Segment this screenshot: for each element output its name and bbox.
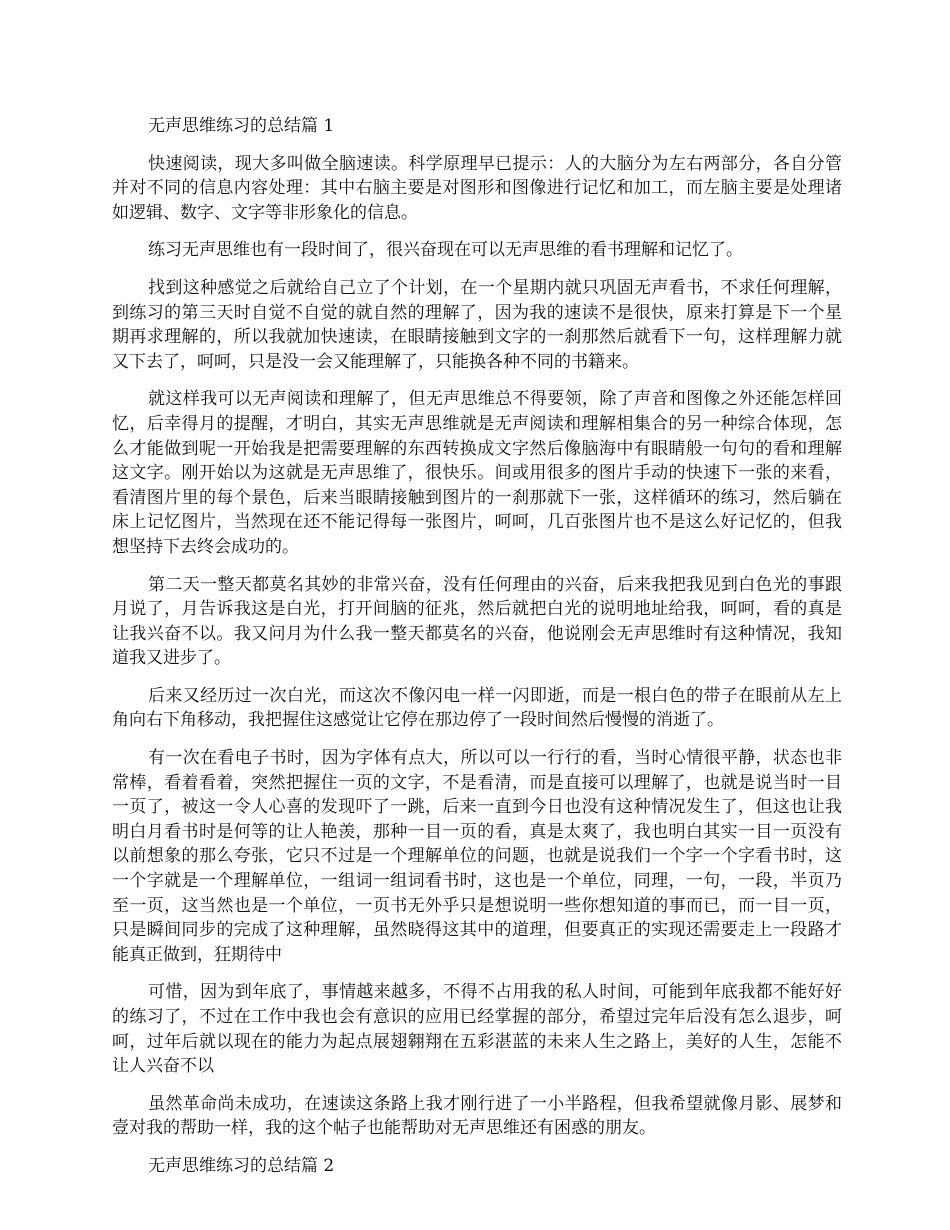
document-page [112, 114, 842, 1192]
paragraph-2: 练习无声思维也有一段时间了，很兴奋现在可以无声思维的看书理解和记忆了。 [148, 240, 743, 261]
section-2-title: 无声思维练习的总结篇 2 [148, 1155, 335, 1176]
paragraph-3: 找到这种感觉之后就给自己立了个计划，在一个星期内就只巩固无声看书，不求任何理解，到练习的第三天时自觉不自觉的就自然的理解了，因为我的速读不是很快，原来打算是下一个星期再求理解的，所以我就加快速读，在眼睛接触到文字的一刹那然后就看下一句，这样理解力就又下去了，呵呵，只是没一会又能理解了，只能换各种不同的书籍来。 [112, 277, 842, 372]
paragraph-7: 有一次在看电子书时，因为字体有点大，所以可以一行行的看，当时心情很平静，状态也非常棒，看着看着，突然把握住一页的文字，不是看清，而是直接可以理解了，也就是说当时一目一页了，被这一令人心喜的发现吓了一跳，后来一直到今日也没有这种情况发生了，但这也让我明白月看书时是何等的让人艳羡，那种一目一页的看，真是太爽了，我也明白其实一目一页没有以前想象的那么夸张，它只不过是一个理解单位的问题，也就是说我们一个字一个字看书时，这一个字就是一个理解单位，一组词一组词看书时，这也是一个单位，同理，一句，一段，半页乃至一页，这当然也是一个单位，一页书无外乎只是想说明一些你想知道的事而已，而一目一页，只是瞬间同步的完成了这种理解，虽然晓得这其中的道理，但要真正的实现还需要走上一段路才能真正做到，狂期待中 [112, 748, 842, 965]
paragraph-1: 快速阅读，现大多叫做全脑速读。科学原理早已提示：人的大脑分为左右两部分，各自分管并对不同的信息内容处理：其中右脑主要是对图形和图像进行记忆和加工，而左脑主要是处理诸如逻辑、数字、文字等非形象化的信息。 [112, 153, 842, 223]
paragraph-9: 虽然革命尚未成功，在速读这条路上我才刚行进了一小半路程，但我希望就像月影、展梦和壹对我的帮助一样，我的这个帖子也能帮助对无声思维还有困惑的朋友。 [112, 1093, 842, 1139]
paragraph-5: 第二天一整天都莫名其妙的非常兴奋，没有任何理由的兴奋，后来我把我见到白色光的事跟月说了，月告诉我这是白光，打开间脑的征兆，然后就把白光的说明地址给我，呵呵，看的真是让我兴奋不以。我又问月为什么我一整天都莫名的兴奋，他说刚会无声思维时有这种情况，我知道我又进步了。 [112, 574, 842, 669]
section-1-title: 无声思维练习的总结篇 1 [148, 116, 335, 136]
paragraph-6: 后来又经历过一次白光，而这次不像闪电一样一闪即逝，而是一根白色的带子在眼前从左上角向右下角移动，我把握住这感觉让它停在那边停了一段时间然后慢慢的消逝了。 [112, 685, 842, 731]
paragraph-8: 可惜，因为到年底了，事情越来越多，不得不占用我的私人时间，可能到年底我都不能好好的练习了，不过在工作中我也会有意识的应用已经掌握的部分，希望过完年后没有怎么退步，呵呵，过年后就以现在的能力为起点展翅翱翔在五彩湛蓝的未来人生之路上，美好的人生，怎能不让人兴奋不以 [112, 982, 842, 1077]
paragraph-4: 就这样我可以无声阅读和理解了，但无声思维总不得要领，除了声音和图像之外还能怎样回忆，后幸得月的提醒，才明白，其实无声思维就是无声阅读和理解相集合的另一种综合体现，怎么才能做到呢一开始我是把需要理解的东西转换成文字然后像脑海中有眼睛般一句句的看和理解这文字。刚开始以为这就是无声思维了，很快乐。间或用很多的图片手动的快速下一张的来看，看清图片里的每个景色，后来当眼睛接触到图片的一刹那就下一张，这样循环的练习，然后躺在床上记忆图片，当然现在还不能记得每一张图片，呵呵，几百张图片也不是这么好记忆的，但我想坚持下去终会成功的。 [112, 389, 842, 557]
